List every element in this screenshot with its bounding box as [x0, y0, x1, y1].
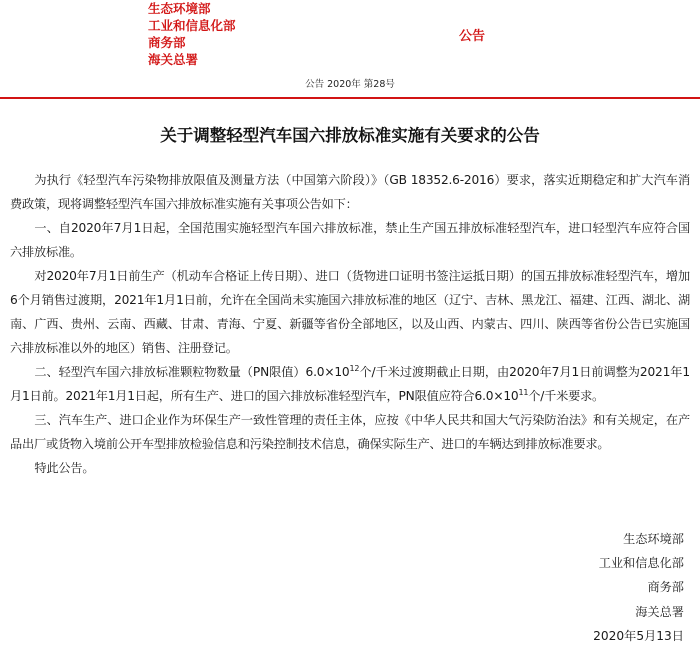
issuer-name: 工业和信息化部	[148, 18, 236, 33]
signature-date: 2020年5月13日	[593, 628, 684, 643]
exponent-11: 11	[518, 387, 529, 397]
red-divider	[0, 97, 700, 99]
doc-number: 公告 2020年 第28号	[305, 79, 395, 90]
signature-issuer: 海关总署	[635, 604, 684, 619]
paragraph-closing: 特此公告。	[34, 461, 95, 475]
issuer-name: 海关总署	[148, 52, 199, 67]
issuer-name: 生态环境部	[148, 1, 211, 16]
item-2-text-a: 二、轻型汽车国六排放标准颗粒物数量（PN限值）6.0×10	[34, 365, 350, 379]
paragraph-item-2	[10, 360, 690, 408]
paragraph-item-1: 一、自2020年7月1日起，全国范围实施轻型汽车国六排放标准，禁止生产国五排放标准轻型汽车，进口轻型汽车应符合国六排放标准。	[10, 221, 690, 259]
doc-type-label: 公告	[459, 29, 486, 44]
issuer-name: 商务部	[148, 35, 186, 50]
document-body	[10, 168, 690, 480]
signature-issuer: 生态环境部	[623, 532, 684, 546]
signature-block	[593, 527, 684, 648]
item-2-text-b: 个/千米过渡期截止日期，由2020年7月1日前调整为2021年1月1日前。2021年1月1日起，所有生产、进口的国六排放标准轻型汽车，PN限值应符合6.0×10	[10, 365, 690, 403]
signature-issuer: 商务部	[647, 580, 684, 595]
page-title: 关于调整轻型汽车国六排放标准实施有关要求的公告	[160, 126, 540, 145]
paragraph-item-3: 三、汽车生产、进口企业作为环保生产一致性管理的责任主体，应按《中华人民共和国大气污染防治法》和有关规定，在产品出厂或货物入境前公开车型排放检验信息和污染控制技术信息，确保实际生产、进口的车辆达到排放标准要求。	[10, 413, 690, 451]
exponent-12: 12	[349, 363, 360, 373]
paragraph-transition: 对2020年7月1日前生产（机动车合格证上传日期）、进口（货物进口证明书签注运抵日期）的国五排放标准轻型汽车，增加6个月销售过渡期，2021年1月1日前，允许在全国尚未实施国六排放标准的地区（辽宁、吉林、黑龙江、福建、江西、湖北、湖南、广西、贵州、云南、西藏、甘肃、青海、宁夏、新疆等省份全部地区，以及山西、内蒙古、四川、陕西等省份公告已实施国六排放标准以外的地区）销售、注册登记。	[10, 269, 690, 355]
issuer-block	[148, 0, 236, 68]
paragraph-intro: 为执行《轻型汽车污染物排放限值及测量方法（中国第六阶段）》（GB 18352.6-2016）要求，落实近期稳定和扩大汽车消费政策，现将调整轻型汽车国六排放标准实施有关事项公告如下：	[10, 173, 690, 211]
signature-issuer: 工业和信息化部	[598, 556, 684, 571]
item-2-text-c: 个/千米要求。	[528, 389, 605, 403]
